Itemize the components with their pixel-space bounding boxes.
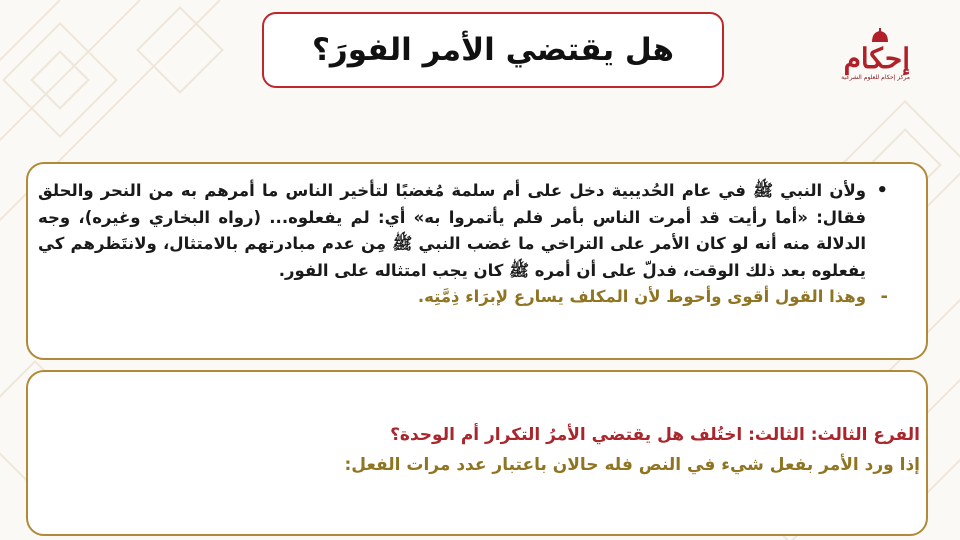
bullet-list — [38, 178, 888, 311]
logo — [841, 28, 910, 96]
bullet-dash-icon: - — [880, 286, 888, 307]
logo-subtitle: مركز إحكام للعلوم الشرعية — [841, 74, 910, 81]
section-line: إذا ورد الأمر بفعل شيء في النص فله حالان باعتبار عدد مرات الفعل: — [344, 455, 920, 475]
title-box — [262, 12, 724, 88]
logo-word: إحكام — [843, 42, 910, 75]
section-heading: الفرع الثالث: الثالث: اختُلف هل يقتضي الأمرُ التكرار أم الوحدة؟ — [390, 425, 920, 445]
bottom-text — [30, 420, 920, 480]
page-title: هل يقتضي الأمر الفورَ؟ — [311, 32, 675, 68]
bullet-text-2: وهذا القول أقوى وأحوط لأن المكلف يسارع لإبرَاء ذِمَّتِه. — [417, 287, 866, 306]
bullet-text-1: ولأن النبي ﷺ في عام الحُديبية دخل على أم سلمة مُغضبًا لتأخير الناس ما أمرهم به من النحر والحلق فقال: «أما رأيت قد أمرت الناس بأمر فلم يأتمروا به» أي: لم يفعلوه... (رواه البخاري وغيره)، وجه الدلالة منه أنه لو كان الأمر على التراخي ما غضب النبي ﷺ مِن عدم مبادرتهم بالامتثال، ولانتَظرهم كي يفعلوه بعد ذلك الوقت، فدلّ على أن أمره ﷺ كان يجب امتثاله على الفور. — [38, 181, 866, 280]
list-item — [38, 178, 888, 284]
mosque-dome-icon — [868, 28, 892, 42]
list-item — [38, 284, 888, 311]
bullet-dot-icon: • — [876, 180, 888, 201]
